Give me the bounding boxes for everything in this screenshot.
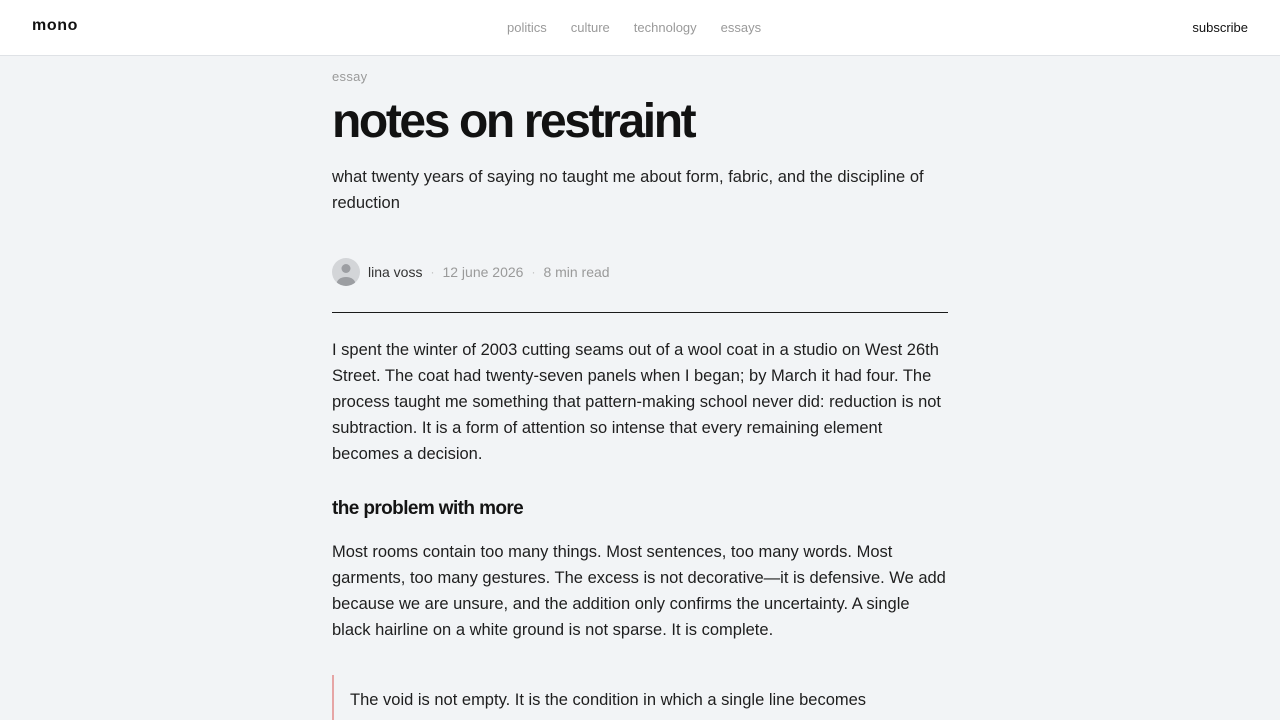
nav-link-essays[interactable]: essays [720,20,762,35]
pull-quote: The void is not empty. It is the condition in which a single line becomes [332,675,948,720]
section-heading: the problem with more [332,498,524,519]
read-time: 8 min read [543,264,610,280]
author-avatar [332,258,360,286]
byline-separator: · [531,265,536,279]
article-paragraph: Most rooms contain too many things. Most sentences, too many words. Most garments, too many gestures. The excess is not decorative—it is defensive. We add because we are unsure, and the addition only confirms the uncertainty. A single black hairline on a white ground is not sparse. It is complete. [332,543,946,639]
article-title: notes on restraint [332,95,695,148]
subscribe-link[interactable]: subscribe [1192,20,1248,35]
publish-date: 12 june 2026 [442,264,524,280]
divider [332,312,948,313]
nav-link-technology[interactable]: technology [633,20,697,35]
person-silhouette-icon [332,258,360,286]
section-nav [507,20,761,35]
article-paragraph: I spent the winter of 2003 cutting seams out of a wool coat in a studio on West 26th Street. The coat had twenty-seven panels when I began; by March it had four. The process taught me something that pattern-making school never did: reduction is not subtraction. It is a form of attention so intense that every remaining element becomes a decision. [332,341,942,463]
nav-link-politics[interactable]: politics [507,20,547,35]
byline-separator: · [430,265,435,279]
nav-link-culture[interactable]: culture [570,20,610,35]
author-name[interactable]: lina voss [368,264,423,280]
top-nav-bar [0,0,1280,56]
byline [332,258,610,286]
article-subtitle: what twenty years of saying no taught me about form, fabric, and the discipline of reduction [332,168,924,212]
article-category: essay [332,69,368,84]
brand-logo-link[interactable]: mono [32,17,78,34]
